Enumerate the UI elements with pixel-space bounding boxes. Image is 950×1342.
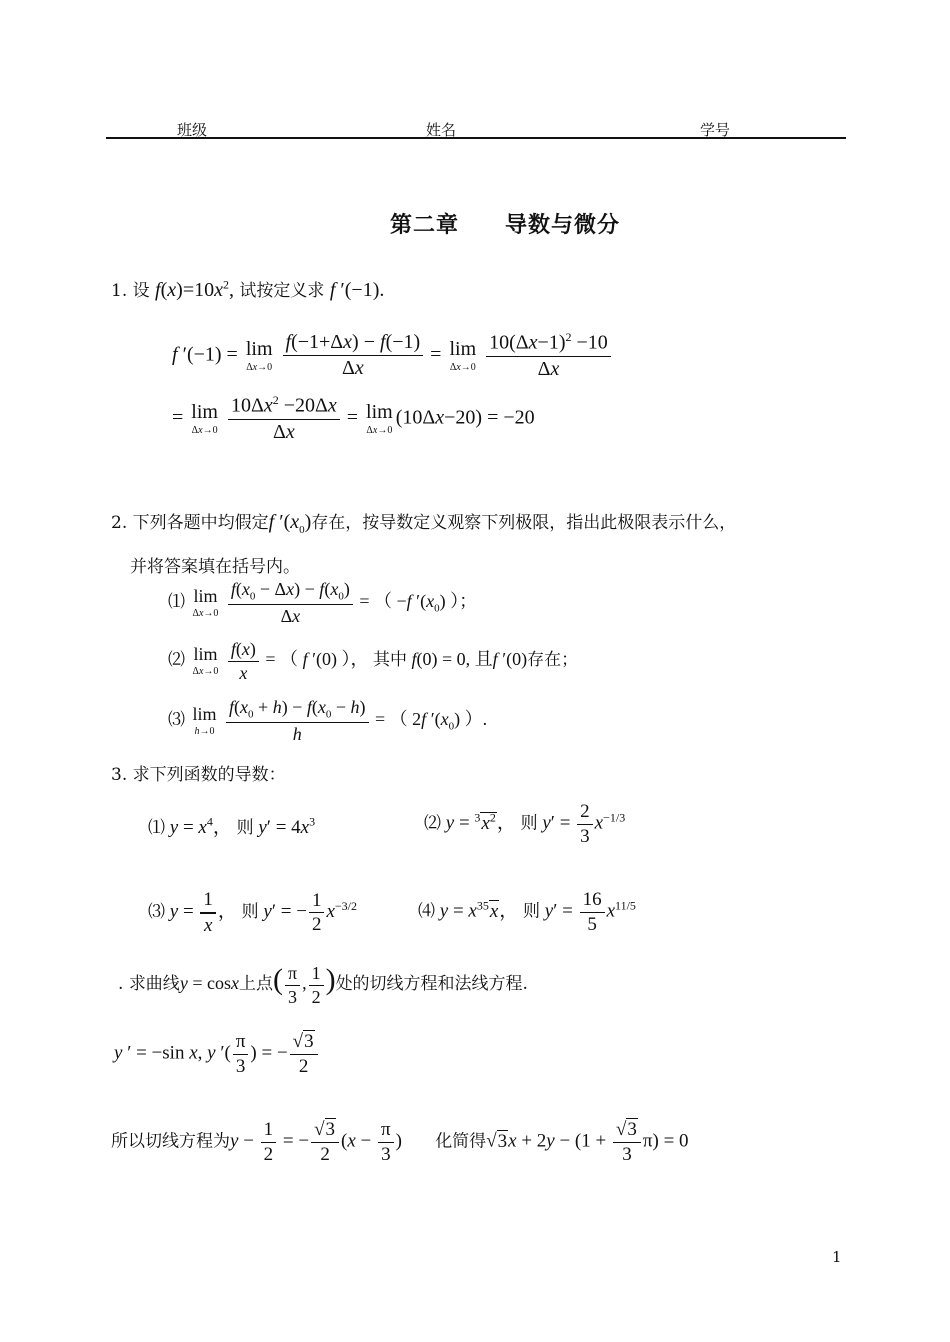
q3-item-4: ⑷ $y = x^{35}x$， 则 y′ = $\frac{16}{5}$ $x^{11/5}$ bbox=[418, 889, 636, 935]
q4-text-b: 上点 bbox=[238, 974, 273, 995]
q3-item-3: ⑶ y = $\frac{1}{x}$ ， 则 y′ = − $\frac{1}{2}$ $x^{-3/2}$ bbox=[148, 889, 357, 936]
page-number: 1 bbox=[832, 1248, 842, 1266]
q1-number: 1. bbox=[111, 281, 128, 301]
q1-solution-line1: f ′(−1) = lim Δx→0 $\frac{f(-1+\Delta x) - f(-1)}{\Delta x}$ = lim Δx→0 $\frac{10(\Delta x-1)^2 -10}{\Delta x}$ bbox=[172, 330, 613, 382]
q3-then-4: 则 bbox=[523, 901, 541, 921]
q2-item2-note-b: 存在； bbox=[527, 650, 579, 670]
q2-item3-number: ⑶ bbox=[168, 710, 185, 730]
q4-text-a: 求曲线 bbox=[128, 974, 180, 995]
q3-item2-number: ⑵ bbox=[424, 813, 441, 833]
q1-function: $f(x)=10x^2$, bbox=[155, 277, 235, 301]
q2-number: 2. bbox=[111, 513, 128, 533]
q1-prompt bbox=[111, 276, 384, 302]
q2-item-3: ⑶ lim h→0 $\frac{f(x_0 + h) - f(x_0 - h)}{h}$ = （ 2f $'(x_0)$ ）. bbox=[168, 697, 488, 745]
q2-item2-number: ⑵ bbox=[168, 650, 185, 670]
q3-number: 3. bbox=[111, 765, 128, 785]
q3-prompt bbox=[111, 760, 286, 785]
q3-text: 求下列函数的导数： bbox=[132, 765, 286, 785]
class-label: 班级 bbox=[177, 121, 208, 139]
header-rule bbox=[106, 137, 846, 139]
q3-item1-number: ⑴ bbox=[148, 818, 165, 837]
q3-then-1: 则 bbox=[236, 818, 254, 837]
q2-text-a: 下列各题中均假定 bbox=[132, 513, 269, 533]
name-label: 姓名 bbox=[426, 121, 457, 139]
q1-solution-line2: = lim Δx→0 $\frac{10\Delta x^2 -20\Delta x}{\Delta x}$ = lim Δx→0 (10Δx−20) = −20 bbox=[172, 393, 535, 443]
q3-then-2: 则 bbox=[520, 813, 538, 833]
q3-item4-number: ⑷ bbox=[418, 901, 435, 921]
q2-item-1: ⑴ lim Δx→0 $\frac{f(x_0 - \Delta x) - f(x_0)}{\Delta x}$ = （ −f $'(x_0)$ ）； bbox=[168, 579, 478, 627]
student-id-label: 学号 bbox=[700, 121, 731, 139]
q4-text-c: 处的切线方程和法线方程. bbox=[335, 974, 528, 995]
q4-prompt: . 求曲线y = cosx上点( $\frac{\pi}{3}$ , $\frac{1}{2}$ )处的切线方程和法线方程. bbox=[118, 963, 528, 1007]
q2-item2-note: 其中 bbox=[373, 650, 408, 670]
q2-item-2: ⑵ lim Δx→0 $\frac{f(x)}{x}$ = （ f ′(0) ）， 其中 f(0) = 0, 且f ′(0)存在； bbox=[168, 639, 579, 683]
q3-item-2: ⑵ $y = ^3x^2$， 则 y′ = $\frac{2}{3}$ $x^{-1/3}$ bbox=[424, 801, 626, 847]
q2-text-c: 并将答案填在括号内。 bbox=[130, 557, 300, 577]
q4-simplify-label: 化简得 bbox=[435, 1131, 487, 1151]
chapter-title: 第二章 导数与微分 bbox=[390, 213, 621, 238]
q4-number: . bbox=[118, 974, 124, 995]
q2-prompt bbox=[111, 508, 736, 536]
q4-tangent-label: 所以切线方程为 bbox=[111, 1131, 230, 1151]
q1-target: f ′(−1). bbox=[329, 279, 385, 301]
q2-text-b: 存在，按导数定义观察下列极限，指出此极限表示什么， bbox=[311, 513, 737, 533]
q4-derivative: y ′ = −sin x, y ′( $\frac{\pi}{3}$ ) = − $\frac{√3}{2}$ bbox=[114, 1030, 320, 1079]
q3-item-1: ⑴ $y = x^4$， 则 $y' = 4x^3$ bbox=[148, 814, 316, 838]
q1-text: 设 bbox=[132, 281, 150, 301]
q2-item1-number: ⑴ bbox=[168, 592, 185, 612]
q3-then-3: 则 bbox=[241, 902, 259, 922]
q2-derivative: f $'(x_0)$ bbox=[268, 511, 312, 536]
q1-text-mid: 试按定义求 bbox=[239, 281, 325, 301]
q3-item3-number: ⑶ bbox=[148, 902, 165, 922]
q4-tangent: 所以切线方程为y − $\frac{1}{2}$ = − $\frac{√3}{2}$ (x − $\frac{\pi}{3}$ ) 化简得√3x + 2y − (1 + $\frac{√3}{3}$ π) = 0 bbox=[111, 1119, 689, 1165]
